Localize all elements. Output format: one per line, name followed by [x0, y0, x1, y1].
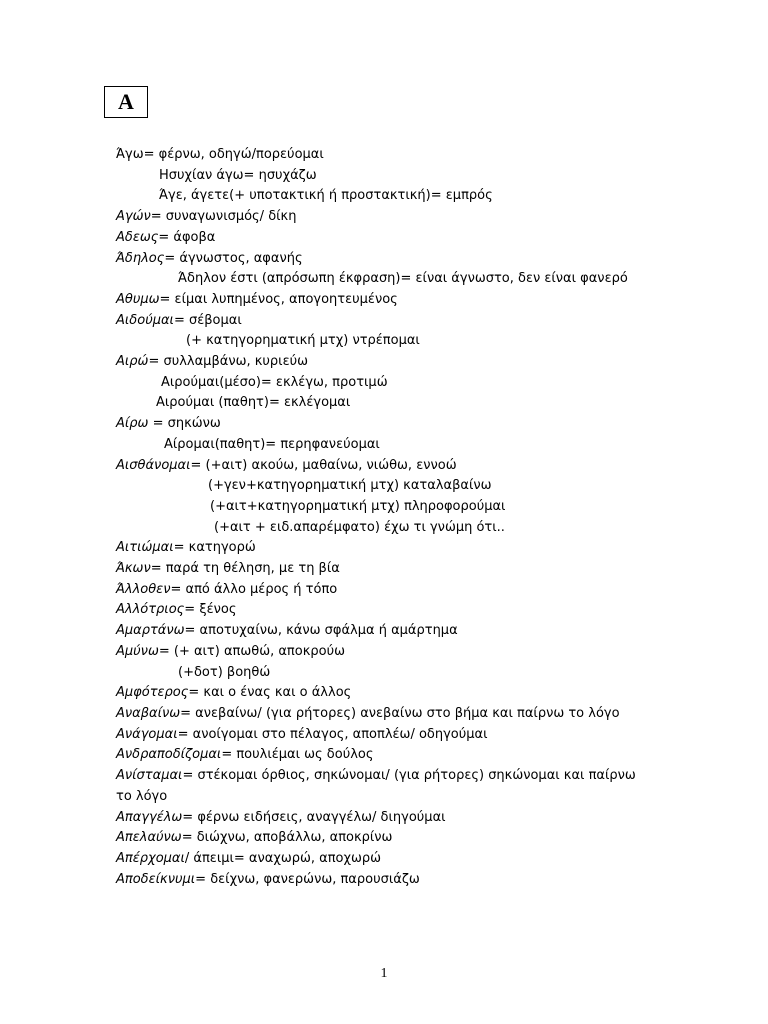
entry-line — [116, 849, 646, 870]
entry-headword: Αιρώ — [116, 354, 149, 370]
entry-line — [116, 311, 646, 332]
entry-definition: (+γεν+κατηγορηματική μτχ) καταλαβαίνω — [208, 478, 492, 494]
entry-definition: Άγε, άγετε(+ υποτακτική ή προστακτική)= εμπρός — [159, 188, 493, 204]
entry-headword: Αμύνω — [116, 643, 159, 659]
entry-headword: Άδηλος — [116, 250, 165, 266]
entry-line — [116, 476, 646, 497]
entry-line — [116, 580, 646, 601]
entry-definition: = πουλιέμαι ως δούλος — [221, 747, 374, 763]
section-letter: Α — [118, 89, 134, 114]
entry-line — [116, 870, 646, 891]
entry-definition: Αιρούμαι(μέσο)= εκλέγω, προτιμώ — [161, 374, 388, 390]
entry-headword: Αθυμω — [116, 291, 160, 307]
entry-definition: = και ο ένας και ο άλλος — [188, 685, 352, 701]
entry-line — [116, 373, 646, 394]
entry-definition: = συλλαμβάνω, κυριεύω — [148, 354, 308, 370]
entry-line — [116, 228, 646, 249]
entry-definition: = άγνωστος, αφανής — [164, 250, 303, 266]
entry-definition: = ανοίγομαι στο πέλαγος, αποπλέω/ οδηγούμαι — [177, 726, 488, 742]
entry-definition: (+δοτ) βοηθώ — [178, 664, 271, 680]
entry-definition: = φέρνω, οδηγώ/πορεύομαι — [143, 147, 324, 162]
entry-line — [116, 207, 646, 228]
entry-line — [116, 393, 646, 414]
entry-definition: Αιρούμαι (παθητ)= εκλέγομαι — [156, 395, 351, 411]
entry-definition: Άδηλον έστι (απρόσωπη έκφραση)= είναι άγνωστο, δεν είναι φανερό — [178, 271, 628, 287]
section-letter-box — [104, 86, 148, 118]
entry-headword: Αδεως — [116, 229, 159, 245]
entry-definition: = σηκώνω — [148, 416, 221, 432]
entry-line — [116, 704, 646, 725]
entry-headword: Αναβαίνω — [116, 705, 181, 721]
entry-headword: Αισθάνομαι — [116, 457, 191, 473]
entry-line — [116, 828, 646, 849]
entry-line — [116, 600, 646, 621]
entry-definition: = παρά τη θέληση, με τη βία — [150, 561, 340, 577]
entry-line — [116, 414, 646, 435]
entry-line — [116, 331, 646, 352]
entry-headword: Αλλότριος — [116, 602, 185, 618]
entry-definition: = συναγωνισμός/ δίκη — [150, 209, 297, 225]
entry-headword: Ανάγομαι — [116, 726, 178, 742]
entry-definition: = ξένος — [184, 602, 237, 618]
entry-headword: Αιδούμαι — [116, 312, 174, 328]
entry-definition: / άπειμι= αναχωρώ, αποχωρώ — [184, 850, 382, 866]
entry-headword: Αιτιώμαι — [116, 540, 174, 556]
entry-definition: Ησυχίαν άγω= ησυχάζω — [159, 167, 317, 183]
entry-headword: Αμαρτάνω — [116, 623, 185, 639]
entry-headword: Απαγγέλω — [116, 809, 183, 825]
entry-definition: = από άλλο μέρος ή τόπο — [170, 581, 338, 597]
entry-definition: (+αιτ+κατηγορηματική μτχ) πληροφορούμαι — [210, 498, 506, 514]
entry-line — [116, 621, 646, 642]
page-number: 1 — [380, 966, 388, 981]
entry-line — [116, 683, 646, 704]
dictionary-entries — [116, 145, 646, 890]
entry-headword: Απελαύνω — [116, 830, 182, 846]
entry-line — [116, 518, 646, 539]
entry-headword: Άγω — [116, 147, 144, 162]
entry-headword: Αποδείκνυμι — [116, 871, 196, 887]
entry-headword: Αίρω — [116, 416, 149, 432]
entry-line — [116, 456, 646, 477]
entry-definition: = διώχνω, αποβάλλω, αποκρίνω — [181, 830, 393, 846]
entry-line — [116, 497, 646, 518]
entry-definition: (+ κατηγορηματική μτχ) ντρέπομαι — [186, 333, 420, 349]
entry-line — [116, 290, 646, 311]
entry-line — [116, 642, 646, 663]
entry-line — [116, 745, 646, 766]
entry-line — [116, 186, 646, 207]
entry-definition: = σέβομαι — [173, 312, 242, 328]
entry-definition: = κατηγορώ — [173, 540, 256, 556]
entry-headword: Απέρχομαι — [116, 850, 185, 866]
entry-line — [116, 725, 646, 746]
entry-definition: = (+αιτ) ακούω, μαθαίνω, νιώθω, εννοώ — [190, 457, 457, 473]
entry-definition: (+αιτ + ειδ.απαρέμφατο) έχω τι γνώμη ότι.. — [214, 519, 505, 535]
entry-line — [116, 269, 646, 290]
entry-definition: = (+ αιτ) απωθώ, αποκρούω — [158, 643, 345, 659]
entry-headword: Αγών — [116, 209, 151, 225]
entry-line — [116, 352, 646, 373]
entry-headword: Άκων — [116, 561, 151, 577]
entry-line — [116, 435, 646, 456]
entry-line — [116, 166, 646, 187]
entry-line — [116, 663, 646, 684]
entry-line — [116, 249, 646, 270]
entry-line — [116, 766, 646, 807]
entry-definition: = στέκομαι όρθιος, σηκώνομαι/ (για ρήτορες) σηκώνομαι και παίρνω το λόγο — [116, 768, 636, 804]
entry-definition: = δείχνω, φανερώνω, παρουσιάζω — [195, 871, 420, 887]
entry-definition: = φέρνω ειδήσεις, αναγγέλω/ διηγούμαι — [182, 809, 446, 825]
entry-headword: Αμφότερος — [116, 685, 189, 701]
entry-definition: = ανεβαίνω/ (για ρήτορες) ανεβαίνω στο βήμα και παίρνω το λόγο — [180, 705, 620, 721]
entry-line — [116, 538, 646, 559]
entry-headword: Ανίσταμαι — [116, 768, 183, 784]
entry-line — [116, 559, 646, 580]
entry-headword: Ανδραποδίζομαι — [116, 747, 222, 763]
entry-definition: Αίρομαι(παθητ)= περηφανεύομαι — [164, 436, 380, 452]
entry-definition: = αποτυχαίνω, κάνω σφάλμα ή αμάρτημα — [184, 623, 458, 639]
entry-definition: = άφοβα — [158, 229, 216, 245]
entry-line — [116, 145, 646, 166]
entry-definition: = είμαι λυπημένος, απογοητευμένος — [159, 291, 398, 307]
entry-line — [116, 808, 646, 829]
entry-headword: Άλλοθεν — [116, 581, 171, 597]
